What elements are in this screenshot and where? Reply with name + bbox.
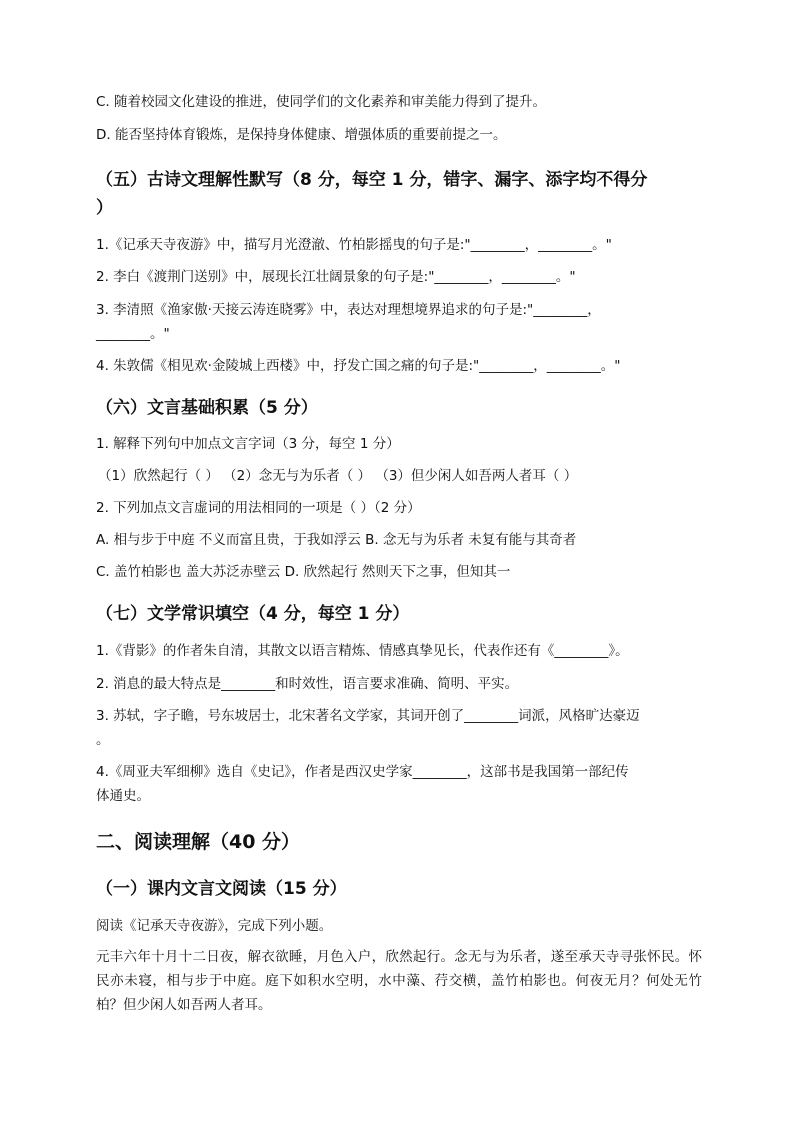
section7-q4: 4.《周亚夫军细柳》选自《史记》，作者是西汉史学家________，这部书是我国第一部纪传: [96, 764, 629, 780]
section5-q3-cont: ________。": [96, 326, 170, 342]
section7-q4-cont: 体通史。: [96, 788, 150, 804]
section6-q2-options-cd: C. 盖竹柏影也 盖大苏泛赤壁云 D. 欣然起行 然则天下之事，但知其一: [96, 564, 511, 580]
section5-q4: 4. 朱敦儒《相见欢·金陵城上西楼》中，抒发亡国之痛的句子是:"________，________。": [96, 358, 621, 374]
part2-heading: 二、阅读理解（40 分）: [96, 831, 301, 853]
section5-q3: 3. 李清照《渔家傲·天接云涛连晓雾》中，表达对理想境界追求的句子是:"________，: [96, 302, 601, 318]
reading-instruction: 阅读《记承天寺夜游》，完成下列小题。: [96, 918, 333, 934]
section5-q2: 2. 李白《渡荆门送别》中，展现长江壮阔景象的句子是:"________，________。": [96, 269, 576, 285]
section5-heading-cont: ）: [96, 198, 113, 218]
section6-q1: 1. 解释下列句中加点文言字词（3 分，每空 1 分）: [96, 436, 400, 452]
reading-passage: 元丰六年十月十二日夜，解衣欲睡，月色入户，欣然起行。念无与为乐者，遂至承天寺寻张怀民。怀民亦未寝，相与步于中庭。庭下如积水空明，水中藻、荇交横，盖竹柏影也。何夜无月？何处无竹柏？但少闲人如吾两人者耳。: [96, 949, 702, 1013]
section6-q1-items: （1）欣然起行（ ） （2）念无与为乐者（ ） （3）但少闲人如吾两人者耳（ ）: [98, 468, 578, 484]
section6-q2: 2. 下列加点文言虚词的用法相同的一项是（ ）（2 分）: [96, 500, 421, 516]
section6-q2-options-ab: A. 相与步于中庭 不义而富且贵，于我如浮云 B. 念无与为乐者 未复有能与其奇者: [96, 532, 577, 548]
option-d: D. 能否坚持体育锻炼，是保持身体健康、增强体质的重要前提之一。: [96, 127, 507, 143]
reading-subheading: （一）课内文言文阅读（15 分）: [96, 879, 347, 899]
option-c: C. 随着校园文化建设的推进，使同学们的文化素养和审美能力得到了提升。: [96, 94, 547, 110]
section7-q3: 3. 苏轼，字子瞻，号东坡居士，北宋著名文学家，其词开创了________词派，风格旷达豪迈: [96, 708, 640, 724]
section7-q3-cont: 。: [96, 732, 110, 748]
section7-heading: （七）文学常识填空（4 分，每空 1 分）: [96, 604, 410, 624]
section6-heading: （六）文言基础积累（5 分）: [96, 398, 318, 418]
section5-heading: （五）古诗文理解性默写（8 分，每空 1 分，错字、漏字、添字均不得分: [96, 170, 648, 190]
section5-q1: 1.《记承天寺夜游》中，描写月光澄澈、竹柏影摇曳的句子是:"________，________。": [96, 237, 612, 253]
section7-q1: 1.《背影》的作者朱自清，其散文以语言精炼、情感真挚见长，代表作还有《________》。: [96, 643, 629, 659]
section7-q2: 2. 消息的最大特点是________和时效性，语言要求准确、简明、平实。: [96, 676, 519, 692]
